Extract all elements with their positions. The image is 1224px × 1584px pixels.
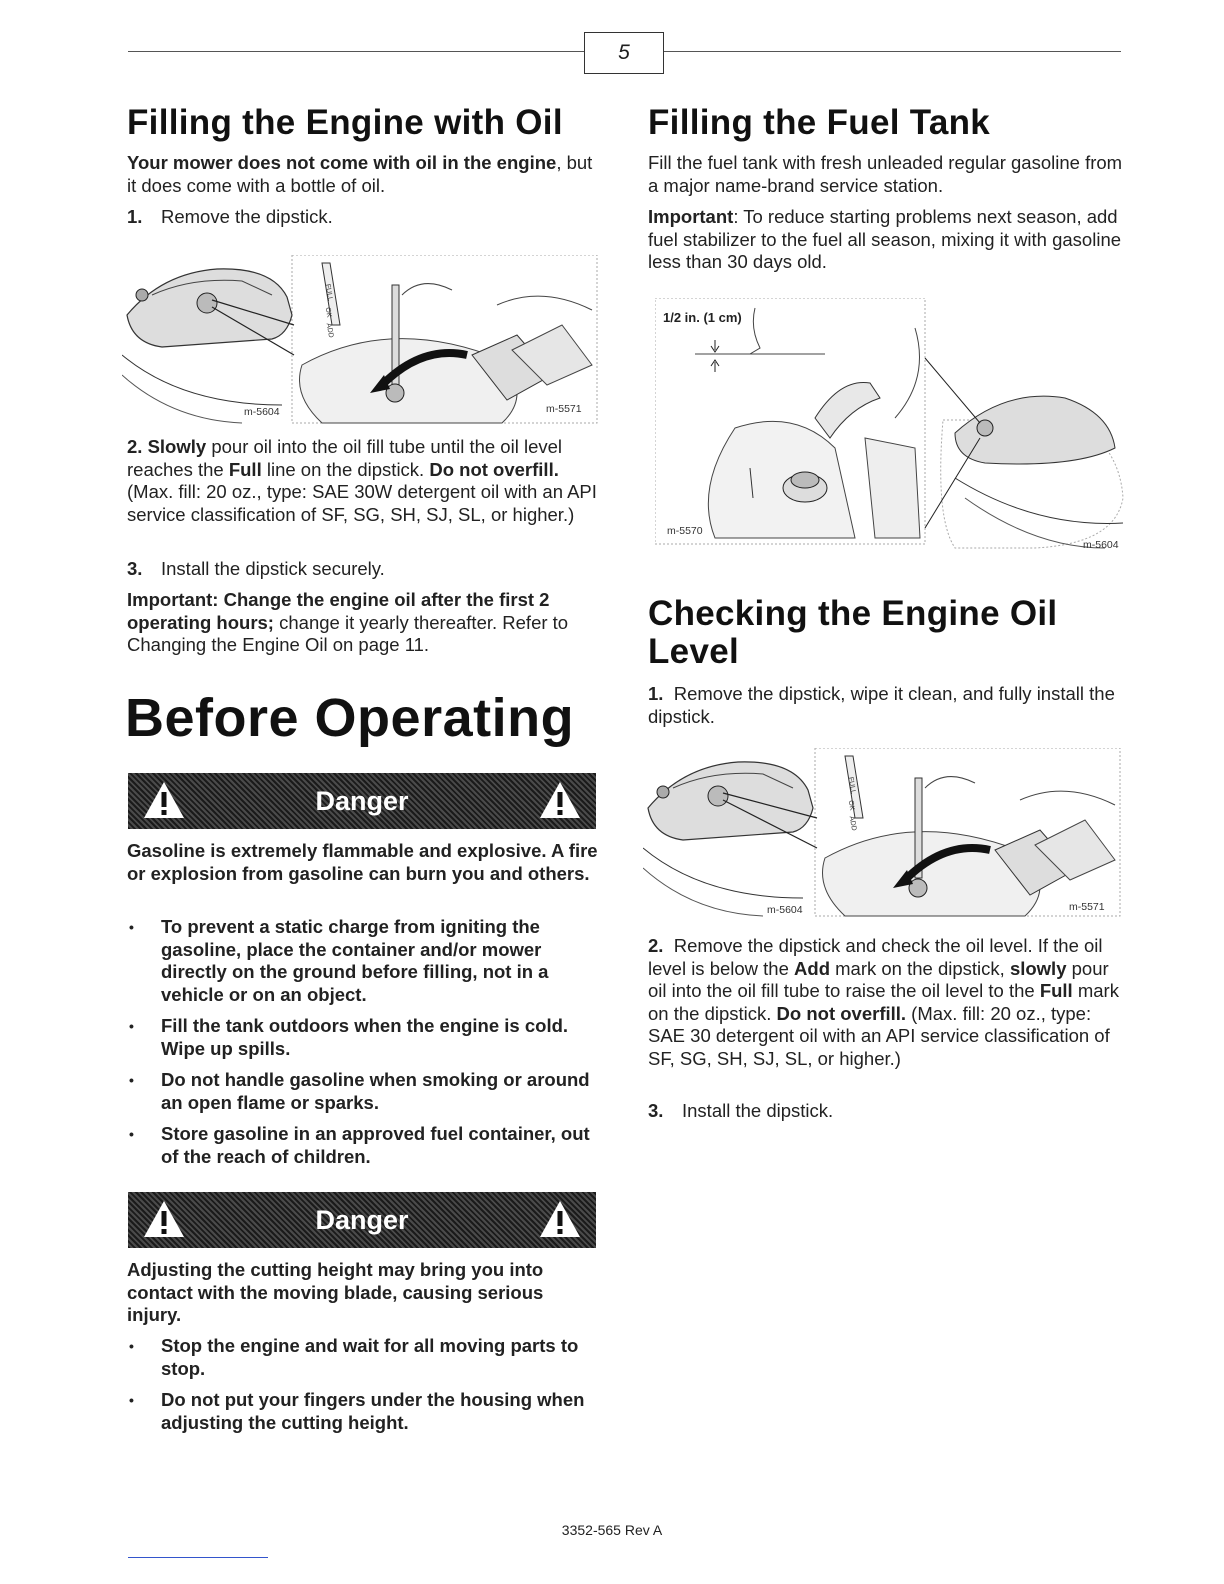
danger-label: Danger bbox=[315, 1205, 409, 1235]
oil-fill-figure bbox=[122, 255, 598, 425]
step-bold: slowly bbox=[1009, 957, 1067, 979]
dipstick-mark-ok: OK bbox=[323, 306, 333, 319]
oil-intro bbox=[127, 152, 602, 197]
step-text: Install the dipstick securely. bbox=[161, 558, 385, 579]
oil-fill-illustration bbox=[122, 255, 598, 425]
dipstick-mark-full: FULL bbox=[846, 776, 857, 795]
fuel-illustration bbox=[655, 298, 1125, 556]
header-rule-left bbox=[128, 51, 584, 52]
step-number: 1. bbox=[648, 683, 664, 704]
oil-check-illustration bbox=[643, 748, 1121, 918]
oil-intro-rest: , but it does come with a bottle of oil. bbox=[127, 152, 593, 196]
step-bold: Slowly bbox=[147, 436, 207, 457]
step-number: 1. bbox=[127, 206, 143, 227]
step-text: pour oil into the oil fill tube until the oil level reaches the bbox=[127, 436, 563, 480]
dipstick-mark-ok: OK bbox=[846, 799, 856, 812]
fuel-important bbox=[648, 206, 1123, 274]
list-item: • Do not put your fingers under the housing when adjusting the cutting height. bbox=[127, 1389, 597, 1434]
step-text: (Max. fill: 20 oz., type: SAE 30 detergent oil with an API service classification of SF, SG, SH, SJ, SL, or higher.) bbox=[648, 1002, 1110, 1069]
danger2-intro: Adjusting the cutting height may bring you into contact with the moving blade, causing serious injury. bbox=[127, 1259, 544, 1325]
figure-code-right: m-5571 bbox=[1069, 901, 1105, 913]
danger1-bullets bbox=[127, 916, 597, 1177]
step-bold: Do not overfill. bbox=[429, 458, 559, 480]
danger2-bullets bbox=[127, 1335, 597, 1443]
list-item: • To prevent a static charge from igniting the gasoline, place the container and/or mower directly on the ground before filling, not in a vehicle or on an object. bbox=[127, 916, 597, 1006]
dipstick-mark-add: ADD bbox=[847, 815, 858, 832]
danger-banner-1 bbox=[128, 773, 596, 829]
fuel-paragraph: Fill the fuel tank with fresh unleaded regular gasoline from a major name-brand service station. bbox=[648, 152, 1123, 196]
fuel-figure bbox=[655, 298, 1125, 556]
step-text: mark on the dipstick. bbox=[648, 980, 1119, 1024]
step-bold: Do not overfill. bbox=[776, 1002, 907, 1024]
step-text: mark on the dipstick, bbox=[830, 957, 1010, 979]
important-text: : To reduce starting problems next season, add fuel stabilizer to the fuel all season, mixing it with gasoline less than 30 days old. bbox=[648, 206, 1122, 272]
step-text: (Max. fill: 20 oz., type: SAE 30W detergent oil with an API service classification of SF, SG, SH, SJ, SL, or higher.) bbox=[127, 481, 597, 525]
step-number: 2. bbox=[648, 935, 664, 956]
danger1-intro: Gasoline is extremely flammable and explosive. A fire or explosion from gasoline can burn you and others. bbox=[127, 840, 598, 884]
step-text: Remove the dipstick. bbox=[161, 206, 333, 227]
list-item: • Do not handle gasoline when smoking or around an open flame or sparks. bbox=[127, 1069, 597, 1114]
danger-banner-2 bbox=[128, 1192, 596, 1248]
header-rule-right bbox=[663, 51, 1121, 52]
step-number: 2. bbox=[127, 436, 143, 457]
before-operating-heading: Before Operating bbox=[125, 688, 575, 748]
figure-code-mower: m-5604 bbox=[1083, 539, 1119, 551]
figure-code-left: m-5604 bbox=[767, 904, 803, 916]
figure-code-right: m-5571 bbox=[546, 403, 582, 415]
oil-check-figure bbox=[643, 748, 1121, 918]
step-bold: Full bbox=[1039, 980, 1073, 1001]
important-text: change it yearly thereafter. Refer to Changing the Engine Oil on page 11. bbox=[127, 611, 569, 655]
check-step-3 bbox=[648, 1100, 1118, 1123]
warning-icon bbox=[538, 780, 582, 820]
step-number: 3. bbox=[648, 1100, 664, 1121]
dipstick-mark-full: FULL bbox=[323, 283, 334, 302]
step-text: pour oil into the oil fill tube to raise the oil level to the bbox=[648, 957, 1109, 1001]
step-bold: Full bbox=[228, 458, 262, 480]
list-item: • Fill the tank outdoors when the engine is cold. Wipe up spills. bbox=[127, 1015, 597, 1060]
fuel-fill-level-label: 1/2 in. (1 cm) bbox=[663, 310, 742, 325]
warning-icon bbox=[538, 1199, 582, 1239]
check-oil-heading-line2: Level bbox=[648, 632, 739, 671]
footer-link-underline bbox=[128, 1557, 268, 1558]
check-oil-heading-line1: Checking the Engine Oil bbox=[648, 594, 1058, 633]
danger-label: Danger bbox=[315, 786, 409, 816]
dipstick-mark-add: ADD bbox=[324, 322, 335, 339]
document-footer: 3352-565 Rev A bbox=[561, 1522, 663, 1538]
page-number: 5 bbox=[584, 32, 664, 74]
step-text: Install the dipstick. bbox=[682, 1100, 834, 1121]
step-text: line on the dipstick. bbox=[261, 458, 430, 480]
step-text: Remove the dipstick, wipe it clean, and fully install the dipstick. bbox=[648, 683, 1115, 727]
oil-step-3 bbox=[127, 558, 597, 581]
oil-heading: Filling the Engine with Oil bbox=[127, 103, 563, 142]
oil-step-2 bbox=[127, 436, 597, 526]
oil-intro-bold: Your mower does not come with oil in the engine bbox=[127, 152, 557, 173]
oil-important bbox=[127, 589, 602, 657]
step-text: Remove the dipstick and check the oil level. If the oil level is below the bbox=[648, 935, 1103, 979]
important-bold: Important: Change the engine oil after the first 2 operating hours; bbox=[127, 589, 550, 633]
list-item: • Store gasoline in an approved fuel container, out of the reach of children. bbox=[127, 1123, 597, 1168]
check-step-1 bbox=[648, 683, 1118, 728]
step-number: 3. bbox=[127, 558, 143, 579]
oil-step-1 bbox=[127, 206, 597, 229]
figure-code-left: m-5604 bbox=[244, 406, 280, 418]
figure-code-fuel: m-5570 bbox=[667, 525, 703, 537]
fuel-heading: Filling the Fuel Tank bbox=[648, 103, 991, 142]
check-step-2 bbox=[648, 935, 1123, 1070]
list-item: • Stop the engine and wait for all moving parts to stop. bbox=[127, 1335, 597, 1380]
important-bold: Important bbox=[648, 206, 734, 227]
step-bold: Add bbox=[794, 957, 830, 979]
